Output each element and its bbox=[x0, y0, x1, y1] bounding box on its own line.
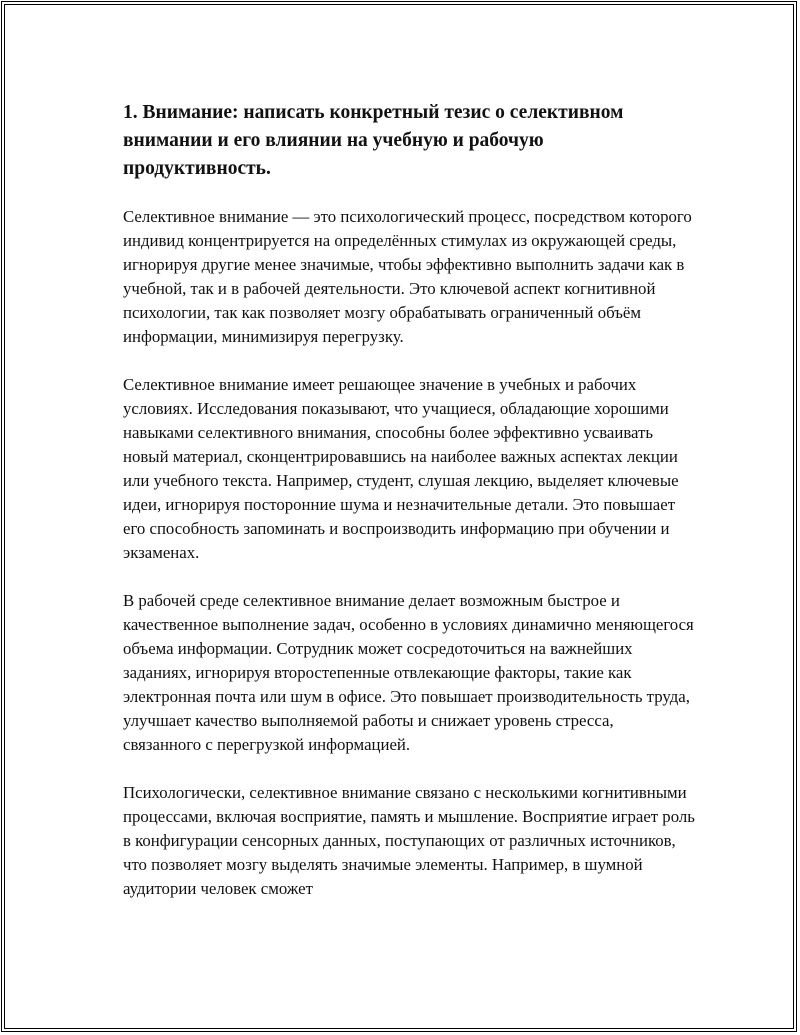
section-heading: 1. Внимание: написать конкретный тезис о селективном внимании и его влиянии на учебную и рабочую продуктивность. bbox=[123, 102, 624, 179]
document-content bbox=[123, 99, 695, 925]
page-frame bbox=[4, 4, 794, 1029]
paragraph-learning: Селективное внимание имеет решающее значение в учебных и рабочих условиях. Исследования показывают, что учащиеся, обладающие хорошими навыками селективного внимания, способны более эффективно усваивать новый материал, сконцентрировавшись на наиболее важных аспектах лекции или учебного текста. Например, студент, слушая лекцию, выделяет ключевые идеи, игнорируя посторонние шума и незначительные детали. Это повышает его способность запоминать и воспроизводить информацию при обучении и экзаменах. bbox=[123, 375, 679, 562]
paragraph-cognitive: Психологически, селективное внимание связано с несколькими когнитивными процессами, включая восприятие, память и мышление. Восприятие играет роль в конфигурации сенсорных данных, поступающих от различных источников, что позволяет мозгу выделять значимые элементы. Например, в шумной аудитории человек сможет bbox=[123, 783, 695, 898]
paragraph-definition: Селективное внимание — это психологический процесс, посредством которого индивид концентрируется на определённых стимулах из окружающей среды, игнорируя другие менее значимые, чтобы эффективно выполнить задачи как в учебной, так и в рабочей деятельности. Это ключевой аспект когнитивной психологии, так как позволяет мозгу обрабатывать ограниченный объём информации, минимизируя перегрузку. bbox=[123, 207, 692, 346]
paragraph-work: В рабочей среде селективное внимание делает возможным быстрое и качественное выполнение задач, особенно в условиях динамично меняющегося объема информации. Сотрудник может сосредоточиться на важнейших заданиях, игнорируя второстепенные отвлекающие факторы, такие как электронная почта или шум в офисе. Это повышает производительность труда, улучшает качество выполняемой работы и снижает уровень стресса, связанного с перегрузкой информацией. bbox=[123, 591, 694, 754]
